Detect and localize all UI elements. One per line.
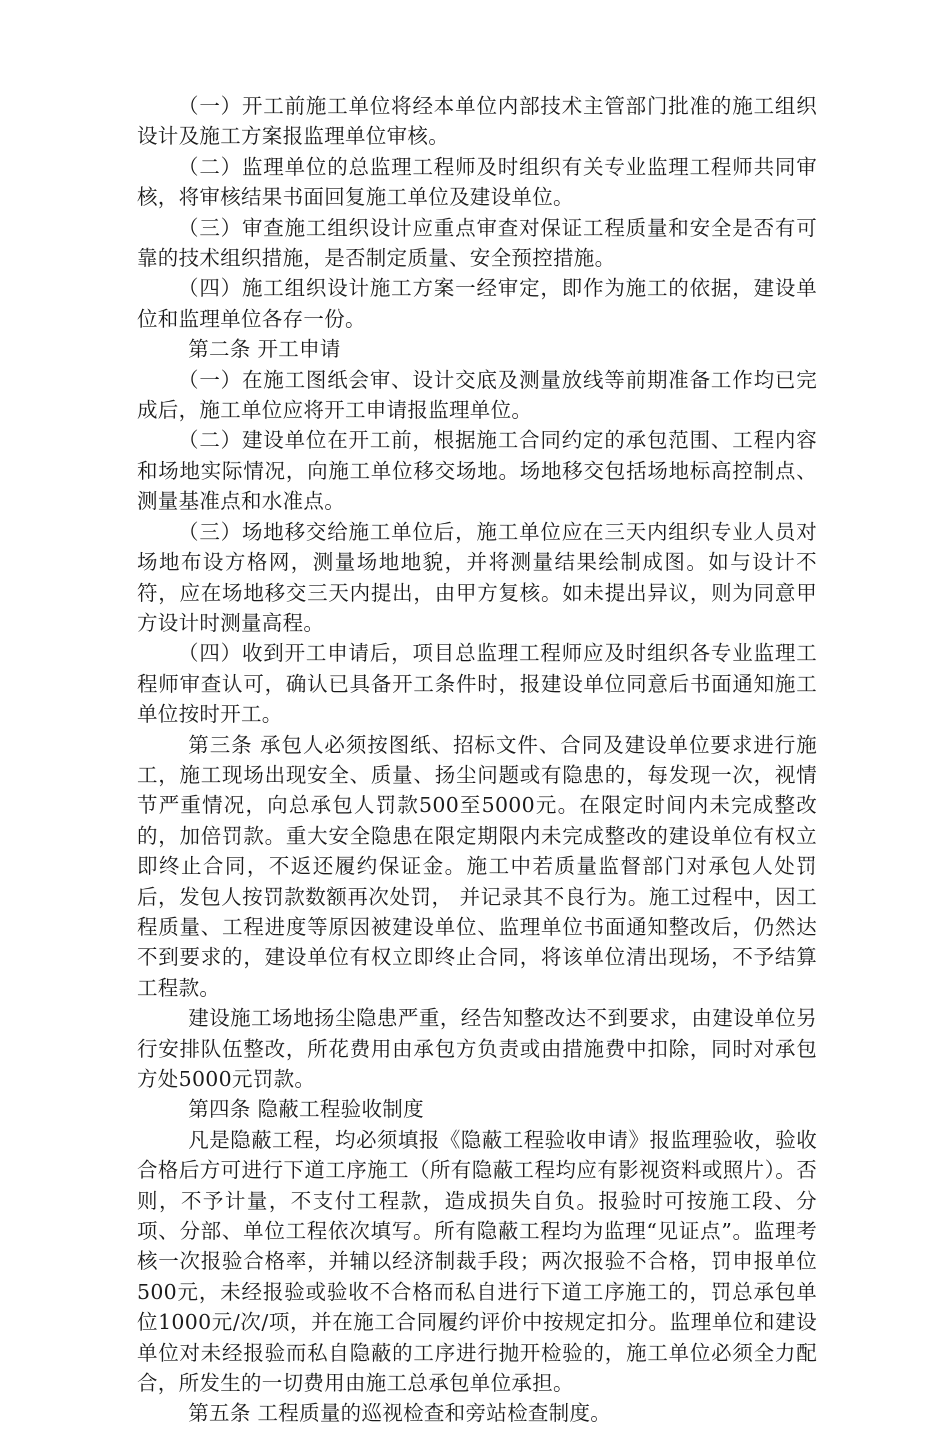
paragraph-3: （三）审查施工组织设计应重点审查对保证工程质量和安全是否有可靠的技术组织措施，是否制定质量、安全预控措施。 xyxy=(137,215,817,271)
paragraph-4: （四）施工组织设计施工方案一经审定，即作为施工的依据，建设单位和监理单位各存一份。 xyxy=(137,276,817,331)
paragraph-article-3: 第三条 承包人必须按图纸、招标文件、合同及建设单位要求进行施工，施工现场出现安全、质量、扬尘问题或有隐患的，每发现一次，视情节严重情况，向总承包人罚款500至5000元。在限定时间内未完成整改的，加倍罚款。重大安全隐患在限定期限内未完成整改的建设单位有权立即终止合同，不返还履约保证金。施工中若质量监督部门对承包人处罚后，发包人按罚款数额再次处罚， 并记录其不良行为。施工过程中，因工程质量、工程进度等原因被建设单位、监理单位书面通知整改后，仍然达不到要求的，建设单位有权立即终止合同，将该单位清出现场，不予结算工程款。 xyxy=(137,732,817,1000)
paragraph-9: （四）收到开工申请后，项目总监理工程师应及时组织各专业监理工程师审查认可，确认已具备开工条件时，报建设单位同意后书面通知施工单位按时开工。 xyxy=(137,641,817,727)
section-heading-article-5: 第五条 工程质量的巡视检查和旁站检查制度。 xyxy=(188,1401,612,1426)
section-heading-article-4: 第四条 隐蔽工程验收制度 xyxy=(188,1097,424,1122)
paragraph-11: 建设施工场地扬尘隐患严重，经告知整改达不到要求，由建设单位另行安排队伍整改，所花费用由承包方负责或由措施费中扣除，同时对承包方处5000元罚款。 xyxy=(137,1006,817,1091)
document-body xyxy=(137,91,817,1429)
paragraph-13: 凡是隐蔽工程，均必须填报《隐蔽工程验收申请》报监理验收，验收合格后方可进行下道工序施工（所有隐蔽工程均应有影视资料或照片）。否则，不予计量，不支付工程款，造成损失自负。报验时可按施工段、分项、分部、单位工程依次填写。所有隐蔽工程均为监理“见证点”。监理考核一次报验合格率，并辅以经济制裁手段；两次报验不合格，罚申报单位500元，未经报验或验收不合格而私自进行下道工序施工的，罚总承包单位1000元/次/项，并在施工合同履约评价中按规定扣分。监理单位和建设单位对未经报验而私自隐蔽的工序进行抛开检验的，施工单位必须全力配合，所发生的一切费用由施工总承包单位承担。 xyxy=(137,1127,817,1396)
paragraph-7: （二）建设单位在开工前，根据施工合同约定的承包范围、工程内容和场地实际情况，向施工单位移交场地。场地移交包括场地标高控制点、测量基准点和水准点。 xyxy=(137,428,817,514)
section-heading-article-2: 第二条 开工申请 xyxy=(188,337,341,362)
paragraph-6: （一）在施工图纸会审、设计交底及测量放线等前期准备工作均已完成后，施工单位应将开工申请报监理单位。 xyxy=(137,367,817,423)
paragraph-8: （三）场地移交给施工单位后，施工单位应在三天内组织专业人员对场地布设方格网，测量场地地貌，并将测量结果绘制成图。如与设计不符，应在场地移交三天内提出，由甲方复核。如未提出异议，则为同意甲方设计时测量高程。 xyxy=(137,519,817,635)
paragraph-2: （二）监理单位的总监理工程师及时组织有关专业监理工程师共同审核，将审核结果书面回复施工单位及建设单位。 xyxy=(137,154,817,210)
paragraph-1: （一）开工前施工单位将经本单位内部技术主管部门批准的施工组织设计及施工方案报监理单位审核。 xyxy=(137,94,817,149)
